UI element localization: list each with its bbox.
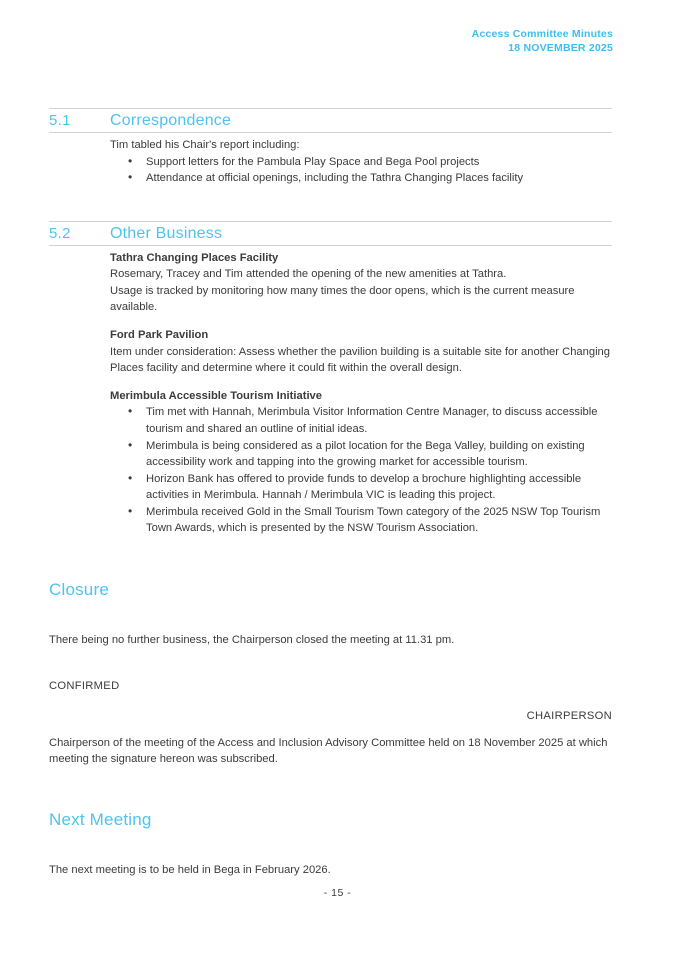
next-meeting-body: The next meeting is to be held in Bega in February 2026.	[49, 863, 331, 876]
closure-body-wrap	[49, 632, 612, 768]
section-5-1-number: 5.1	[49, 112, 71, 129]
section-5-2	[49, 221, 612, 537]
section-next-meeting	[49, 810, 612, 879]
list-item: • Horizon Bank has offered to provide funds to develop a brochure highlighting accessible activities in Merimbula. Hannah / Merimbula VIC is leading this project.	[110, 471, 612, 504]
list-item: • Attendance at official openings, including the Tathra Changing Places facility	[110, 170, 612, 187]
subheading-tathra: Tathra Changing Places Facility	[110, 251, 279, 264]
document-content	[49, 108, 612, 878]
chairperson-label: CHAIRPERSON	[526, 710, 612, 723]
next-meeting-heading: Next Meeting	[49, 809, 152, 829]
document-running-header	[472, 28, 613, 56]
next-meeting-body-wrap	[49, 862, 612, 879]
list-item: • Merimbula received Gold in the Small Tourism Town category of the 2025 NSW Top Tourism Town Awards, which is presented by the NSW Tourism Association.	[110, 504, 612, 537]
closure-body: There being no further business, the Chairperson closed the meeting at 11.31 pm.	[49, 633, 455, 646]
closure-statement: Chairperson of the meeting of the Access and Inclusion Advisory Committee held on 18 November 2025 at which meeting the signature hereon was subscribed.	[49, 736, 608, 766]
subheading-merimbula: Merimbula Accessible Tourism Initiative	[110, 389, 323, 402]
section-5-2-number: 5.2	[49, 224, 71, 242]
tathra-paragraph-1: Rosemary, Tracey and Tim attended the opening of the new amenities at Tathra.	[110, 268, 507, 281]
confirmed-label: CONFIRMED	[49, 679, 120, 692]
section-5-1-title: Correspondence	[110, 112, 232, 129]
list-item: • Tim met with Hannah, Merimbula Visitor Information Centre Manager, to discuss accessible tourism and shared an outline of initial ideas.	[110, 404, 612, 437]
page-number-footer: - 15 -	[323, 887, 352, 899]
section-5-1-bullet-list	[110, 154, 612, 187]
list-item: • Support letters for the Pambula Play Space and Bega Pool projects	[110, 154, 612, 171]
section-5-1-intro: Tim tabled his Chair's report including:	[110, 139, 300, 151]
section-5-1-body	[49, 133, 612, 187]
section-closure	[49, 580, 612, 768]
closure-heading: Closure	[49, 579, 109, 599]
section-5-2-heading	[49, 221, 612, 246]
section-5-2-title: Other Business	[110, 224, 223, 242]
section-5-1	[49, 108, 612, 187]
header-title: Access Committee Minutes	[471, 28, 613, 40]
section-5-1-heading	[49, 108, 612, 133]
merimbula-bullet-list	[110, 404, 612, 537]
tathra-paragraph-2: Usage is tracked by monitoring how many times the door opens, which is the current measure available.	[110, 284, 575, 314]
section-5-2-body	[49, 246, 612, 537]
list-item: • Merimbula is being considered as a pilot location for the Bega Valley, building on existing accessibility work and tapping into the growing market for accessible tourism.	[110, 438, 612, 471]
header-date: 18 NOVEMBER 2025	[508, 41, 613, 54]
subheading-ford-park: Ford Park Pavilion	[110, 329, 209, 342]
ford-park-paragraph-1: Item under consideration: Assess whether the pavilion building is a suitable site for another Changing Places facility and determine where it could fit within the overall design.	[110, 345, 611, 375]
